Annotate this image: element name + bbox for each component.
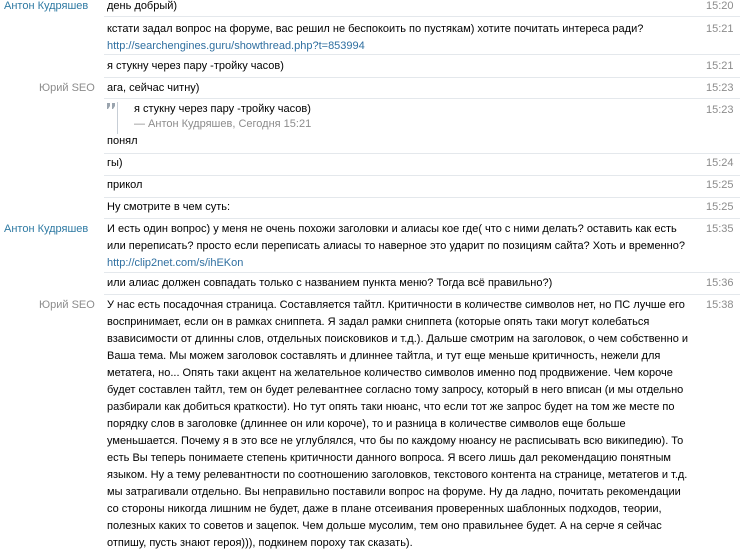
quote-text: я стукну через пару -тройку часов)	[134, 103, 311, 115]
sender-name[interactable]: Юрий SEO	[39, 82, 95, 94]
message-time: 15:21	[706, 60, 734, 72]
message-text: гы)	[107, 157, 123, 169]
message-time: 15:23	[706, 82, 734, 94]
message-text: понял	[107, 135, 138, 147]
message-text: или алиас должен совпадать только с названием пункта меню? Тогда всё правильно?)	[107, 277, 553, 289]
message-time: 15:23	[706, 104, 734, 116]
message-text: я стукну через пару -тройку часов)	[107, 60, 284, 72]
quote-author: — Антон Кудряшев, Сегодня 15:21	[134, 118, 312, 130]
message-time: 15:24	[706, 157, 734, 169]
message-time: 15:36	[706, 277, 734, 289]
sender-name[interactable]: Юрий SEO	[39, 299, 95, 311]
message-link[interactable]: http://clip2net.com/s/ihEKon	[107, 257, 244, 269]
message-text: день добрый)	[107, 0, 178, 12]
sender-name[interactable]: Антон Кудряшев	[4, 0, 89, 12]
message-time: 15:35	[706, 223, 734, 235]
message-text: И есть один вопрос) у меня не очень похожи заголовки и алиасы кое где( что с ними делать? оставить как есть или переписать? просто если переписать алиасы то наверное это ударит по позициям сайта? Хоть и временно?	[107, 223, 685, 252]
message-time: 15:25	[706, 201, 734, 213]
divider	[104, 77, 740, 78]
divider	[104, 54, 740, 55]
message-time: 15:25	[706, 179, 734, 191]
divider	[104, 197, 740, 198]
sender-name[interactable]: Антон Кудряшев	[4, 223, 89, 235]
message	[107, 221, 692, 272]
message-link[interactable]: http://searchengines.guru/showthread.php?t=853994	[107, 40, 365, 52]
message-text: У нас есть посадочная страница. Составляется тайтл. Критичности в количестве символов нет, но ПС лучше его воспринимает, если он в рамках сниппета. Я задал рамки сниппета (которые опять таки могут колебаться взависимости от длинны слов, отдельных поисковиков и т.д.). Дальше смотрим на заголовок, о чем собственно и Ваша тема. Мы можем заголовок составлять и длиннее тайтла, и тут еще меньше критичность, нежели для метатега, но... Опять таки акцент на желательное количество символов именно под продвижение. Чем короче будет составлен тайтл, тем он будет релевантнее согласно тому запросу, который в него вписан (и мы отдельно разбирали как добиться краткости). Но тут опять таки нюанс, что если тот же запрос будет на том же месте по порядку слов в заголовке (длиннее он или короче), то и разница в количестве символов еще больше уменьшается. Почему я в это все не углублялся, что бы по каждому нюансу не расписывать всю википедию). То есть Вы теперь понимаете степень критичности данного вопроса. Я всего лишь дал рекомендацию понятным языком. Ну а тему релевантности по соотношению заголовков, текстового контента на странице, метатегов и т.д. мы затрагивали отдельно. Вы неправильно поставили вопрос на форуме. Ну да ладно, почитать рекомендации со стороны никогда лишним не будет, даже в плане отсеивания проверенных шаблонных подходов, теории, полезных каких то советов и зацепок. Чем дольше мусолим, тем оно правильнее будет. А на серче я сейчас отпишу, пусть знают героя))), подкинем пороху так сказать).	[107, 299, 689, 549]
message-time: 15:20	[706, 0, 734, 12]
divider	[104, 153, 740, 154]
quote-icon	[107, 103, 115, 111]
message-text: прикол	[107, 179, 143, 191]
message-time: 15:21	[706, 23, 734, 35]
divider	[104, 272, 740, 273]
message	[107, 21, 692, 55]
divider	[104, 98, 740, 99]
divider	[104, 175, 740, 176]
divider	[104, 218, 740, 219]
message-text: кстати задал вопрос на форуме, вас решил не беспокоить по пустякам) хотите почитать интереса ради?	[107, 23, 644, 35]
quote-block	[117, 102, 677, 134]
message-text: Ну смотрите в чем суть:	[107, 201, 231, 213]
divider	[104, 16, 740, 17]
message-text: ага, сейчас читну)	[107, 82, 200, 94]
divider	[104, 294, 740, 295]
message-time: 15:38	[706, 299, 734, 311]
